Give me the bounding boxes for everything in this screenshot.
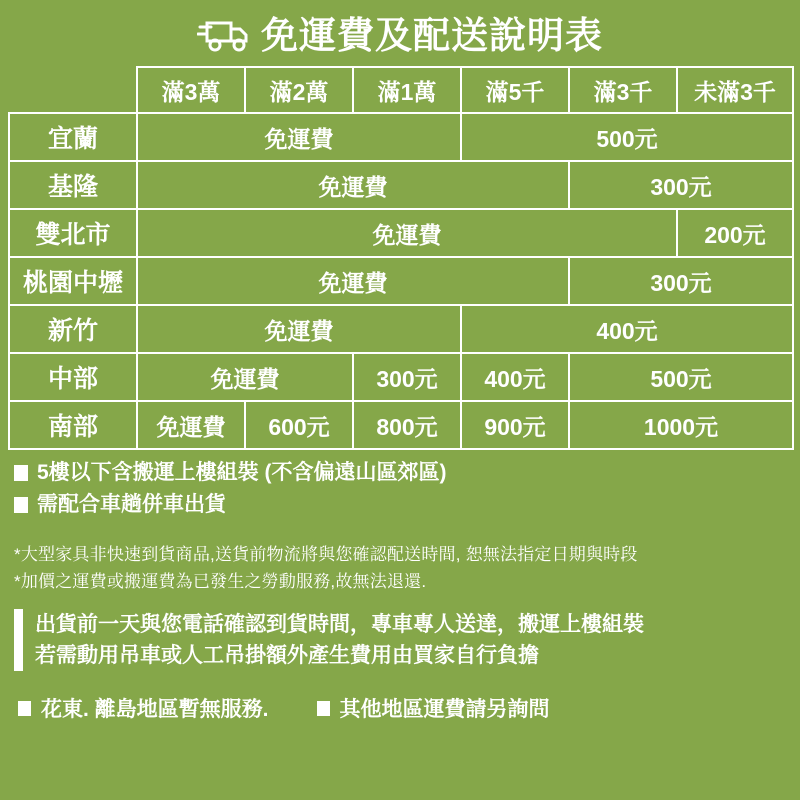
region-label: 中部 [9, 353, 137, 401]
column-header-1: 滿3萬 [137, 67, 245, 113]
table-row [9, 401, 793, 449]
footer-section [0, 671, 800, 723]
highlight-lines [35, 611, 644, 670]
footer-text: 其他地區運費請另詢問 [339, 698, 550, 722]
note-item [14, 460, 786, 485]
fee-table [8, 66, 794, 450]
column-header-6: 未滿3千 [677, 67, 793, 113]
table-row [9, 305, 793, 353]
fee-cell: 免運費 [137, 353, 353, 401]
fee-cell: 800元 [353, 401, 461, 449]
fee-cell: 免運費 [137, 209, 677, 257]
fee-cell: 200元 [677, 209, 793, 257]
highlight-line: 出貨前一天與您電話確認到貨時間，專車專人送達，搬運上樓組裝 [35, 612, 644, 636]
table-row [9, 113, 793, 161]
table-corner-cell [9, 67, 137, 113]
fee-cell: 300元 [569, 161, 793, 209]
fee-cell: 400元 [461, 353, 569, 401]
region-label: 新竹 [9, 305, 137, 353]
region-label: 雙北市 [9, 209, 137, 257]
fee-cell: 500元 [569, 353, 793, 401]
page-title-bar [0, 0, 800, 66]
region-label: 宜蘭 [9, 113, 137, 161]
notes-section [0, 450, 800, 517]
fineprint-line: *加價之運費或搬運費為已發生之勞動服務,故無法退還. [14, 571, 427, 591]
fee-cell: 1000元 [569, 401, 793, 449]
region-label: 南部 [9, 401, 137, 449]
fineprint-line: *大型家具非快速到貨商品,送貨前物流將與您確認配送時間, 恕無法指定日期與時段 [14, 545, 638, 565]
table-row [9, 209, 793, 257]
column-header-2: 滿2萬 [245, 67, 353, 113]
region-label: 基隆 [9, 161, 137, 209]
fee-cell: 免運費 [137, 113, 461, 161]
square-bullet-icon [18, 701, 31, 716]
square-bullet-icon [317, 701, 330, 716]
fee-table-wrapper [0, 66, 800, 450]
square-bullet-icon [14, 465, 28, 481]
table-row [9, 161, 793, 209]
note-text: 5樓以下含搬運上樓組裝 (不含偏遠山區郊區) [37, 461, 447, 484]
highlight-line: 若需動用吊車或人工吊掛額外產生費用由買家自行負擔 [35, 644, 539, 668]
column-header-3: 滿1萬 [353, 67, 461, 113]
fineprint-section [0, 524, 800, 595]
column-header-4: 滿5千 [461, 67, 569, 113]
page-title: 免運費及配送說明表 [261, 14, 603, 56]
fee-cell: 300元 [569, 257, 793, 305]
fee-cell: 500元 [461, 113, 793, 161]
table-row [9, 257, 793, 305]
fee-cell: 400元 [461, 305, 793, 353]
table-header-row [9, 67, 793, 113]
fee-cell: 免運費 [137, 401, 245, 449]
fee-cell: 300元 [353, 353, 461, 401]
region-label: 桃園中壢 [9, 257, 137, 305]
fee-cell: 免運費 [137, 305, 461, 353]
footer-text: 花東. 離島地區暫無服務. [41, 698, 269, 722]
note-item [14, 492, 786, 517]
vertical-bar-icon [14, 609, 23, 671]
truck-icon [197, 15, 251, 55]
note-text: 需配合車趟併車出貨 [37, 493, 226, 517]
fee-cell: 900元 [461, 401, 569, 449]
highlight-section [0, 595, 800, 671]
column-header-5: 滿3千 [569, 67, 677, 113]
fee-cell: 600元 [245, 401, 353, 449]
fee-cell: 免運費 [137, 257, 569, 305]
table-row [9, 353, 793, 401]
fee-cell: 免運費 [137, 161, 569, 209]
square-bullet-icon [14, 497, 28, 513]
